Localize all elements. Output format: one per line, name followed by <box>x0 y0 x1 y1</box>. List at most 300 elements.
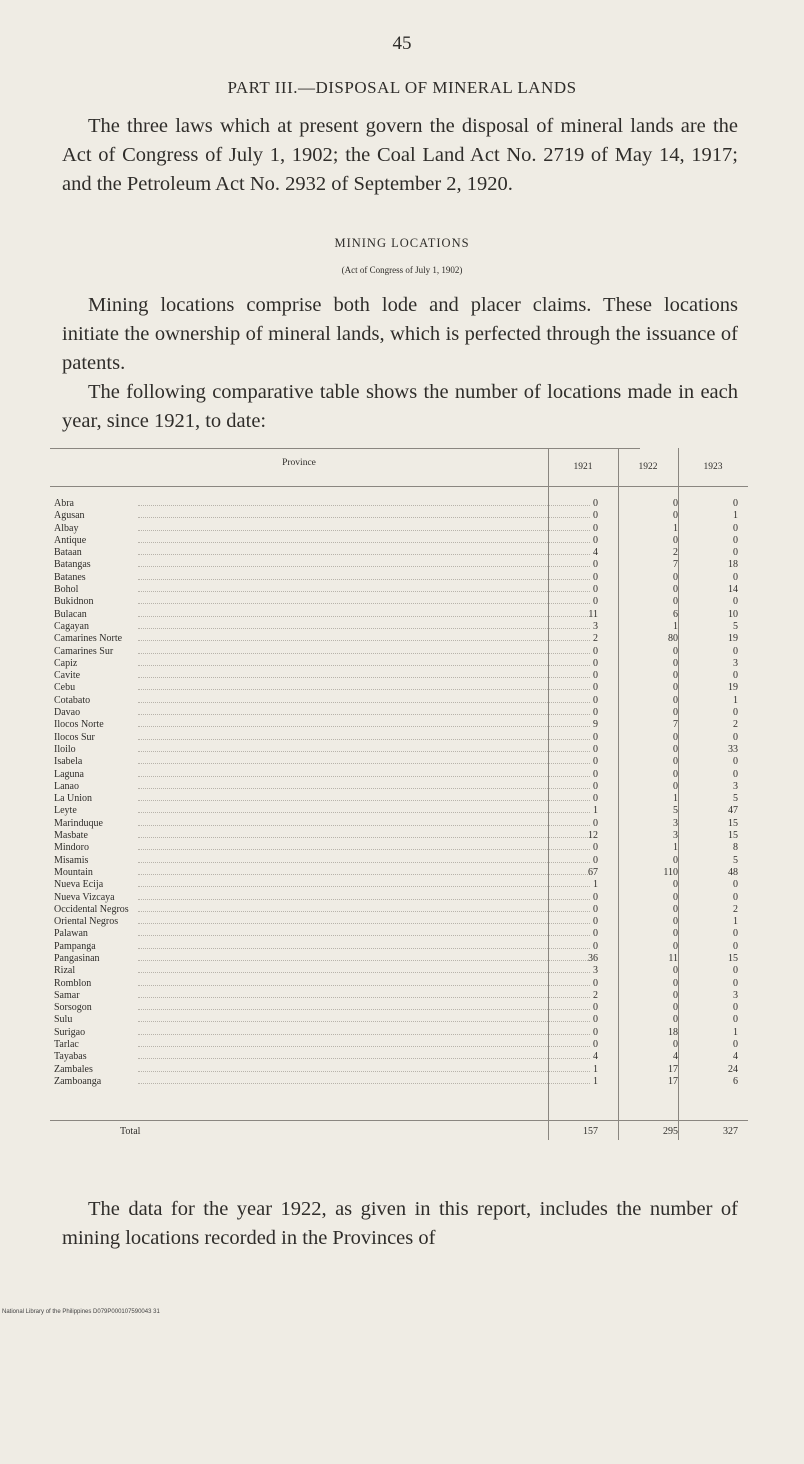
leader-dots <box>138 751 590 752</box>
value-1923: 3 <box>733 657 738 669</box>
leader-dots <box>138 948 590 949</box>
value-1922: 3 <box>673 817 678 829</box>
table-row <box>50 559 748 571</box>
value-1922: 0 <box>673 571 678 583</box>
leader-dots <box>138 726 590 727</box>
province-cell: Tarlac <box>54 1039 79 1051</box>
value-1923: 8 <box>733 842 738 854</box>
value-1923: 0 <box>733 522 738 534</box>
value-1923: 0 <box>733 547 738 559</box>
value-1921: 9 <box>593 719 598 731</box>
value-1922: 0 <box>673 879 678 891</box>
table-top-rule <box>50 448 640 449</box>
value-1923: 47 <box>728 805 738 817</box>
leader-dots <box>138 776 590 777</box>
value-1922: 0 <box>673 903 678 915</box>
value-1923: 3 <box>733 780 738 792</box>
value-1923: 33 <box>728 743 738 755</box>
value-1921: 2 <box>593 989 598 1001</box>
value-1921: 36 <box>588 952 598 964</box>
leader-dots <box>138 1009 590 1010</box>
province-cell: Ilocos Norte <box>54 719 104 731</box>
value-1921: 1 <box>593 1063 598 1075</box>
table-row <box>50 670 748 682</box>
value-1921: 0 <box>593 891 598 903</box>
value-1921: 0 <box>593 498 598 509</box>
table-row <box>50 1039 748 1051</box>
value-1923: 0 <box>733 977 738 989</box>
value-1923: 2 <box>733 719 738 731</box>
leader-dots <box>138 579 590 580</box>
value-1922: 0 <box>673 1002 678 1014</box>
value-1923: 0 <box>733 1039 738 1051</box>
table-row <box>50 904 748 916</box>
leader-dots <box>138 899 590 900</box>
value-1921: 0 <box>593 817 598 829</box>
header-1923: 1923 <box>703 462 723 472</box>
province-cell: Batangas <box>54 559 91 571</box>
value-1922: 5 <box>673 805 678 817</box>
table-row <box>50 941 748 953</box>
table-row <box>50 867 748 879</box>
value-1922: 0 <box>673 940 678 952</box>
province-cell: Cavite <box>54 670 81 682</box>
value-1923: 0 <box>733 928 738 940</box>
province-cell: Mountain <box>54 866 93 878</box>
province-cell: Romblon <box>54 977 92 989</box>
value-1923: 15 <box>728 817 738 829</box>
province-cell: Tayabas <box>54 1051 87 1063</box>
value-1923: 0 <box>733 645 738 657</box>
value-1922: 80 <box>668 633 678 645</box>
value-1922: 17 <box>668 1075 678 1087</box>
library-footer: National Library of the Philippines D079P000107590043 31 <box>2 1309 160 1315</box>
table-row <box>50 646 748 658</box>
value-1923: 0 <box>733 498 738 509</box>
table-header-rule <box>50 486 748 487</box>
leader-dots <box>138 628 590 629</box>
total-1923: 327 <box>723 1126 738 1137</box>
value-1922: 0 <box>673 498 678 509</box>
header-1922: 1922 <box>638 462 658 472</box>
value-1921: 2 <box>593 633 598 645</box>
value-1923: 4 <box>733 1051 738 1063</box>
table-row <box>50 510 748 522</box>
table-row <box>50 756 748 768</box>
value-1922: 0 <box>673 731 678 743</box>
value-1923: 0 <box>733 756 738 768</box>
value-1921: 0 <box>593 1002 598 1014</box>
value-1922: 1 <box>673 842 678 854</box>
province-cell: Batanes <box>54 571 86 583</box>
leader-dots <box>138 603 590 604</box>
province-cell: Bohol <box>54 584 79 596</box>
province-cell: Pampanga <box>54 940 96 952</box>
value-1921: 0 <box>593 510 598 522</box>
leader-dots <box>138 874 590 875</box>
value-1923: 0 <box>733 534 738 546</box>
province-cell: Albay <box>54 522 79 534</box>
value-1923: 18 <box>728 559 738 571</box>
value-1922: 0 <box>673 657 678 669</box>
leader-dots <box>138 862 590 863</box>
leader-dots <box>138 849 590 850</box>
value-1923: 19 <box>728 682 738 694</box>
table-row <box>50 1002 748 1014</box>
value-1923: 48 <box>728 866 738 878</box>
province-cell: Rizal <box>54 965 76 977</box>
value-1923: 0 <box>733 596 738 608</box>
value-1921: 0 <box>593 534 598 546</box>
value-1923: 14 <box>728 584 738 596</box>
province-cell: Sorsogon <box>54 1002 92 1014</box>
value-1922: 0 <box>673 584 678 596</box>
table-row <box>50 830 748 842</box>
value-1923: 1 <box>733 510 738 522</box>
value-1921: 0 <box>593 559 598 571</box>
section-note: (Act of Congress of July 1, 1902) <box>341 265 463 275</box>
value-1922: 0 <box>673 989 678 1001</box>
value-1922: 3 <box>673 830 678 842</box>
value-1922: 17 <box>668 1063 678 1075</box>
value-1923: 19 <box>728 633 738 645</box>
table-row <box>50 928 748 940</box>
table-row <box>50 793 748 805</box>
province-cell: Cotabato <box>54 694 91 706</box>
paragraph-locations: Mining locations comprise both lode and placer claims. These locations initiate the ownership of mineral lands, which is perfected through the issuance of patents. <box>62 294 738 374</box>
value-1923: 0 <box>733 707 738 719</box>
value-1921: 1 <box>593 1075 598 1087</box>
province-cell: Zamboanga <box>54 1075 102 1087</box>
province-cell: Occidental Negros <box>54 903 129 915</box>
table-row <box>50 879 748 891</box>
province-cell: Masbate <box>54 830 88 842</box>
leader-dots <box>138 911 590 912</box>
value-1921: 0 <box>593 657 598 669</box>
table-row <box>50 732 748 744</box>
table-row <box>50 1064 748 1076</box>
part-heading: PART III.—DISPOSAL OF MINERAL LANDS <box>227 78 577 97</box>
province-cell: Sulu <box>54 1014 73 1026</box>
leader-dots <box>138 923 590 924</box>
value-1923: 10 <box>728 608 738 620</box>
value-1922: 110 <box>663 866 678 878</box>
table-row <box>50 621 748 633</box>
province-cell: Laguna <box>54 768 84 780</box>
value-1922: 1 <box>673 522 678 534</box>
province-cell: Mindoro <box>54 842 89 854</box>
value-1923: 5 <box>733 620 738 632</box>
value-1923: 24 <box>728 1063 738 1075</box>
value-1922: 0 <box>673 768 678 780</box>
value-1921: 3 <box>593 620 598 632</box>
value-1922: 0 <box>673 534 678 546</box>
value-1921: 11 <box>588 608 598 620</box>
value-1922: 0 <box>673 928 678 940</box>
leader-dots <box>138 714 590 715</box>
value-1921: 0 <box>593 977 598 989</box>
leader-dots <box>138 788 590 789</box>
value-1921: 0 <box>593 768 598 780</box>
total-1922: 295 <box>663 1126 678 1137</box>
value-1922: 0 <box>673 682 678 694</box>
leader-dots <box>138 1083 590 1084</box>
province-cell: Abra <box>54 498 74 509</box>
value-1922: 1 <box>673 793 678 805</box>
value-1922: 0 <box>673 1014 678 1026</box>
value-1922: 11 <box>668 952 678 964</box>
province-cell: Davao <box>54 707 81 719</box>
value-1921: 4 <box>593 1051 598 1063</box>
value-1921: 0 <box>593 1039 598 1051</box>
paragraph-table-intro: The following comparative table shows the number of locations made in each year, since 1921, to date: <box>62 381 738 432</box>
value-1921: 0 <box>593 903 598 915</box>
table-total-rule <box>50 1120 748 1121</box>
value-1921: 0 <box>593 743 598 755</box>
value-1921: 0 <box>593 682 598 694</box>
leader-dots <box>138 763 590 764</box>
value-1921: 0 <box>593 571 598 583</box>
value-1921: 12 <box>588 830 598 842</box>
province-cell: Pangasinan <box>54 952 100 964</box>
table-row <box>50 769 748 781</box>
header-1921: 1921 <box>573 462 593 472</box>
province-cell: Bukidnon <box>54 596 94 608</box>
value-1923: 0 <box>733 1002 738 1014</box>
value-1921: 0 <box>593 793 598 805</box>
value-1922: 7 <box>673 559 678 571</box>
leader-dots <box>138 960 590 961</box>
value-1921: 0 <box>593 842 598 854</box>
leader-dots <box>138 972 590 973</box>
value-1922: 0 <box>673 670 678 682</box>
value-1922: 0 <box>673 916 678 928</box>
province-cell: Agusan <box>54 510 85 522</box>
value-1923: 0 <box>733 965 738 977</box>
table-row <box>50 892 748 904</box>
leader-dots <box>138 1046 590 1047</box>
leader-dots <box>138 677 590 678</box>
table-row <box>50 916 748 928</box>
value-1923: 0 <box>733 670 738 682</box>
value-1923: 0 <box>733 879 738 891</box>
paragraph-laws: The three laws which at present govern the disposal of mineral lands are the Act of Congress of July 1, 1902; the Coal Land Act No. 2719 of May 14, 1917; and the Petroleum Act No. 2932 of September 2, 1920. <box>62 115 738 195</box>
value-1921: 0 <box>593 916 598 928</box>
value-1923: 1 <box>733 916 738 928</box>
value-1921: 67 <box>588 866 598 878</box>
value-1921: 0 <box>593 694 598 706</box>
value-1922: 0 <box>673 645 678 657</box>
table-row <box>50 818 748 830</box>
value-1921: 0 <box>593 731 598 743</box>
value-1923: 0 <box>733 571 738 583</box>
table-row <box>50 695 748 707</box>
value-1923: 2 <box>733 903 738 915</box>
province-cell: Cagayan <box>54 620 89 632</box>
value-1921: 0 <box>593 707 598 719</box>
value-1921: 4 <box>593 547 598 559</box>
value-1922: 2 <box>673 547 678 559</box>
leader-dots <box>138 702 590 703</box>
table-row <box>50 744 748 756</box>
header-province: Province <box>282 458 316 468</box>
leader-dots <box>138 689 590 690</box>
province-cell: Bataan <box>54 547 82 559</box>
province-cell: Palawan <box>54 928 88 940</box>
province-cell: Antique <box>54 534 87 546</box>
total-1921: 157 <box>583 1126 598 1137</box>
value-1923: 5 <box>733 854 738 866</box>
value-1921: 0 <box>593 1026 598 1038</box>
table-row <box>50 572 748 584</box>
table-row <box>50 1076 748 1088</box>
value-1921: 0 <box>593 1014 598 1026</box>
province-cell: Marinduque <box>54 817 103 829</box>
value-1921: 0 <box>593 854 598 866</box>
value-1923: 0 <box>733 731 738 743</box>
value-1923: 5 <box>733 793 738 805</box>
leader-dots <box>138 800 590 801</box>
value-1922: 0 <box>673 891 678 903</box>
value-1921: 0 <box>593 596 598 608</box>
table-row <box>50 633 748 645</box>
table-row <box>50 498 748 510</box>
province-cell: Capiz <box>54 657 78 669</box>
leader-dots <box>138 739 590 740</box>
value-1922: 0 <box>673 965 678 977</box>
leader-dots <box>138 837 590 838</box>
leader-dots <box>138 616 590 617</box>
value-1921: 0 <box>593 645 598 657</box>
table-row <box>50 1027 748 1039</box>
leader-dots <box>138 554 590 555</box>
table-row <box>50 781 748 793</box>
table-row <box>50 547 748 559</box>
value-1923: 0 <box>733 1014 738 1026</box>
leader-dots <box>138 1034 590 1035</box>
value-1922: 6 <box>673 608 678 620</box>
province-cell: Nueva Ecija <box>54 879 104 891</box>
page-number: 45 <box>392 33 412 54</box>
value-1921: 0 <box>593 522 598 534</box>
value-1922: 0 <box>673 977 678 989</box>
province-cell: Zambales <box>54 1063 93 1075</box>
table-row <box>50 1051 748 1063</box>
value-1921: 0 <box>593 780 598 792</box>
value-1921: 1 <box>593 805 598 817</box>
province-cell: Camarines Norte <box>54 633 123 645</box>
table-total-row <box>50 1124 748 1140</box>
value-1921: 0 <box>593 584 598 596</box>
table-row <box>50 855 748 867</box>
value-1922: 0 <box>673 707 678 719</box>
leader-dots <box>138 1071 590 1072</box>
leader-dots <box>138 542 590 543</box>
leader-dots <box>138 640 590 641</box>
value-1923: 1 <box>733 694 738 706</box>
table-row <box>50 805 748 817</box>
leader-dots <box>138 935 590 936</box>
province-cell: Oriental Negros <box>54 916 119 928</box>
value-1923: 15 <box>728 952 738 964</box>
province-cell: Surigao <box>54 1026 86 1038</box>
value-1922: 7 <box>673 719 678 731</box>
table-row <box>50 953 748 965</box>
leader-dots <box>138 653 590 654</box>
table-row <box>50 682 748 694</box>
value-1923: 6 <box>733 1075 738 1087</box>
table-row <box>50 707 748 719</box>
province-cell: Camarines Sur <box>54 645 114 657</box>
value-1922: 4 <box>673 1051 678 1063</box>
table-row <box>50 990 748 1002</box>
value-1921: 0 <box>593 928 598 940</box>
province-cell: Leyte <box>54 805 77 817</box>
value-1923: 0 <box>733 891 738 903</box>
province-cell: Samar <box>54 989 80 1001</box>
leader-dots <box>138 886 590 887</box>
value-1922: 0 <box>673 596 678 608</box>
leader-dots <box>138 517 590 518</box>
table-row <box>50 523 748 535</box>
value-1921: 0 <box>593 670 598 682</box>
leader-dots <box>138 665 590 666</box>
province-cell: Cebu <box>54 682 76 694</box>
value-1923: 1 <box>733 1026 738 1038</box>
value-1922: 0 <box>673 694 678 706</box>
leader-dots <box>138 997 590 998</box>
leader-dots <box>138 505 590 506</box>
value-1922: 0 <box>673 854 678 866</box>
leader-dots <box>138 530 590 531</box>
section-heading: MINING LOCATIONS <box>334 236 470 250</box>
leader-dots <box>138 566 590 567</box>
value-1922: 18 <box>668 1026 678 1038</box>
table-row <box>50 842 748 854</box>
leader-dots <box>138 985 590 986</box>
table-row <box>50 584 748 596</box>
province-cell: Misamis <box>54 854 89 866</box>
leader-dots <box>138 825 590 826</box>
table-row <box>50 978 748 990</box>
value-1923: 3 <box>733 989 738 1001</box>
table-row <box>50 719 748 731</box>
value-1923: 15 <box>728 830 738 842</box>
leader-dots <box>138 591 590 592</box>
table-row <box>50 596 748 608</box>
table-body <box>50 498 748 1088</box>
value-1922: 0 <box>673 743 678 755</box>
value-1922: 0 <box>673 510 678 522</box>
province-cell: La Union <box>54 793 93 805</box>
value-1922: 0 <box>673 756 678 768</box>
value-1921: 0 <box>593 756 598 768</box>
province-cell: Ilocos Sur <box>54 731 95 743</box>
province-cell: Lanao <box>54 780 79 792</box>
value-1921: 0 <box>593 940 598 952</box>
value-1922: 0 <box>673 1039 678 1051</box>
table-row <box>50 535 748 547</box>
value-1922: 1 <box>673 620 678 632</box>
total-label: Total <box>120 1126 141 1137</box>
province-cell: Isabela <box>54 756 83 768</box>
province-cell: Bulacan <box>54 608 87 620</box>
leader-dots <box>138 812 590 813</box>
table-row <box>50 609 748 621</box>
value-1923: 0 <box>733 940 738 952</box>
value-1922: 0 <box>673 780 678 792</box>
leader-dots <box>138 1021 590 1022</box>
